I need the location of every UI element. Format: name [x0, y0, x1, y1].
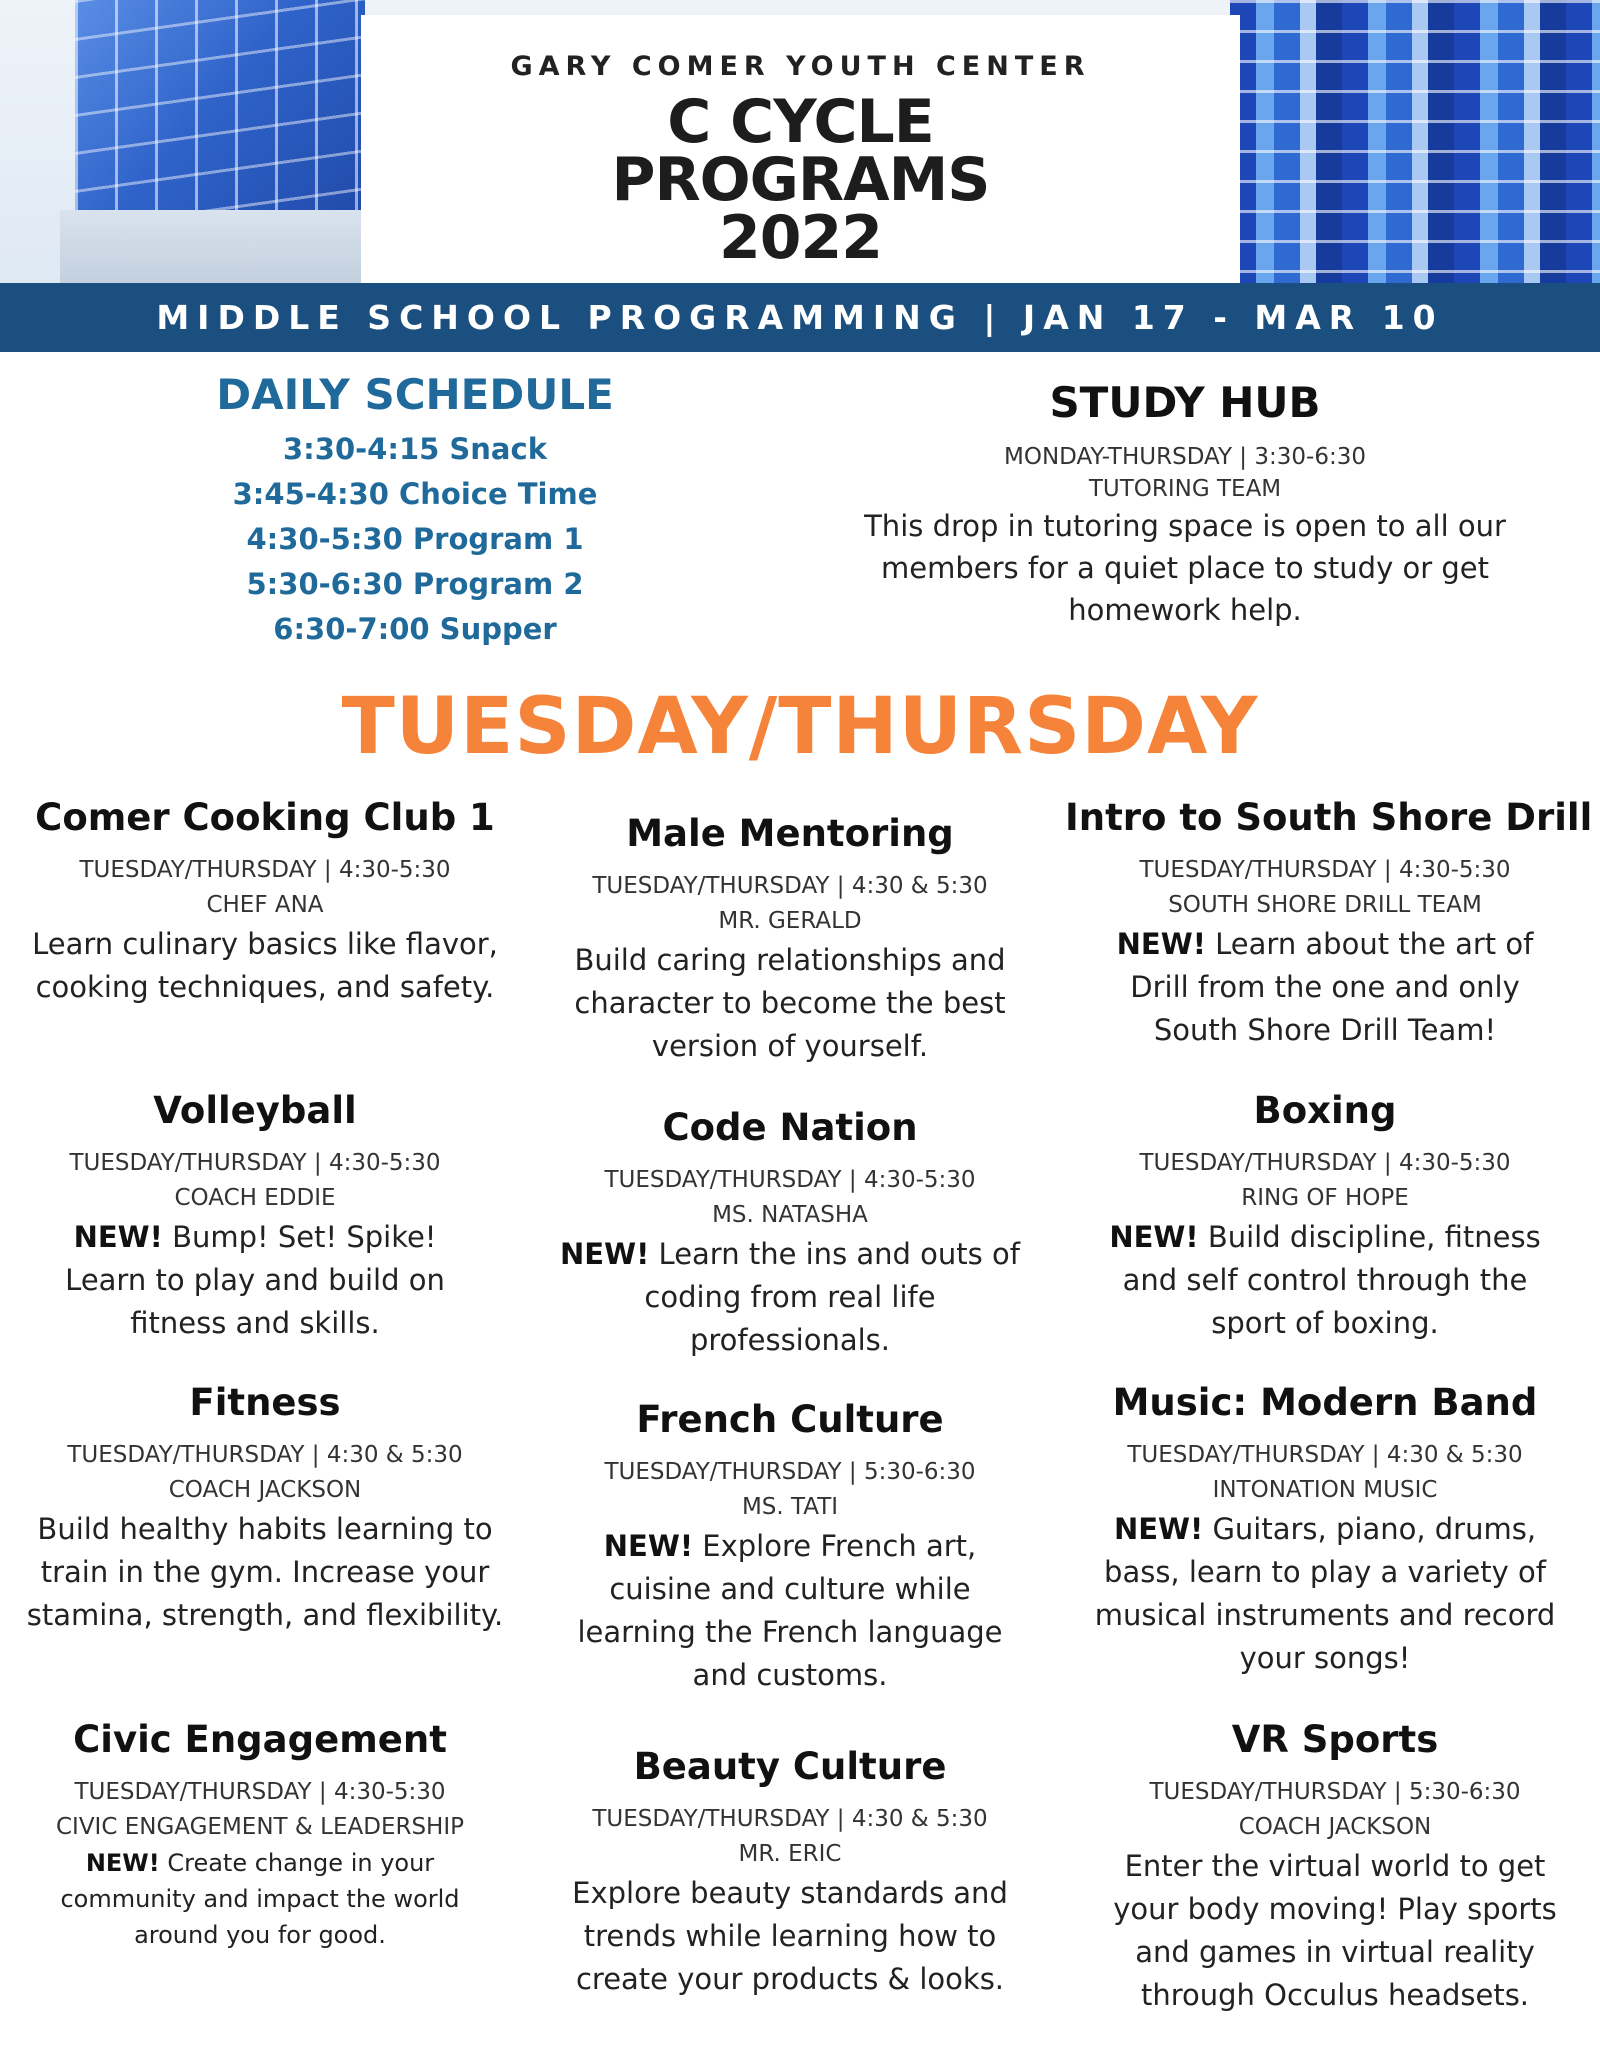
title-box — [361, 15, 1240, 283]
title-line-2: PROGRAMS — [611, 145, 990, 215]
new-badge: NEW! — [1116, 927, 1206, 961]
program-schedule: TUESDAY/THURSDAY | 4:30-5:30 — [74, 1779, 446, 1805]
program-description — [1085, 1508, 1565, 1680]
program-leader: RING OF HOPE — [1241, 1185, 1409, 1211]
building-photo-right — [1230, 0, 1600, 284]
program-description — [1095, 1845, 1575, 2017]
program-title: Civic Engagement — [73, 1718, 447, 1761]
study-hub-leader: TUTORING TEAM — [1088, 476, 1282, 502]
program-title: Fitness — [189, 1381, 341, 1424]
program-description-text: Guitars, piano, drums, bass, learn to play a variety of musical instruments and record your songs! — [1094, 1512, 1556, 1675]
program-card — [550, 1398, 1030, 1697]
program-schedule: TUESDAY/THURSDAY | 4:30-5:30 — [1139, 1150, 1511, 1176]
program-description — [550, 1872, 1030, 2001]
program-card — [550, 1745, 1030, 2001]
program-schedule: TUESDAY/THURSDAY | 4:30 & 5:30 — [1127, 1442, 1523, 1468]
program-schedule: TUESDAY/THURSDAY | 4:30 & 5:30 — [592, 1806, 988, 1832]
program-card — [550, 1106, 1030, 1362]
study-hub — [820, 378, 1550, 631]
program-title: French Culture — [636, 1398, 944, 1441]
program-description — [1065, 923, 1585, 1052]
program-leader: COACH JACKSON — [1238, 1814, 1432, 1840]
program-schedule: TUESDAY/THURSDAY | 5:30-6:30 — [1149, 1779, 1521, 1805]
program-card — [25, 796, 505, 1009]
program-description — [550, 1525, 1030, 1697]
program-schedule: TUESDAY/THURSDAY | 4:30-5:30 — [79, 857, 451, 883]
program-description — [550, 1233, 1030, 1362]
program-card — [25, 1381, 505, 1637]
daily-schedule-title: DAILY SCHEDULE — [216, 370, 614, 419]
org-name: GARY COMER YOUTH CENTER — [510, 51, 1091, 82]
schedule-item: 4:30-5:30 Program 1 — [246, 522, 584, 556]
program-schedule: TUESDAY/THURSDAY | 4:30-5:30 — [69, 1150, 441, 1176]
building-photo-base — [60, 210, 380, 284]
program-description — [25, 923, 505, 1009]
program-leader: COACH JACKSON — [168, 1477, 362, 1503]
program-leader: CIVIC ENGAGEMENT & LEADERSHIP — [55, 1814, 464, 1840]
program-card — [25, 1089, 485, 1345]
program-title: Boxing — [1253, 1089, 1397, 1132]
title-line-3: 2022 — [719, 203, 882, 273]
program-title: Intro to South Shore Drill — [1065, 796, 1593, 839]
program-leader: MR. ERIC — [738, 1841, 842, 1867]
new-badge: NEW! — [1113, 1512, 1204, 1546]
program-schedule: TUESDAY/THURSDAY | 4:30-5:30 — [604, 1167, 976, 1193]
study-hub-title: STUDY HUB — [1049, 378, 1321, 427]
program-card — [1085, 1381, 1565, 1680]
new-badge: NEW! — [1109, 1220, 1199, 1254]
study-hub-schedule: MONDAY-THURSDAY | 3:30-6:30 — [1004, 444, 1366, 470]
schedule-item: 5:30-6:30 Program 2 — [246, 567, 584, 601]
program-description — [25, 1216, 485, 1345]
program-leader: SOUTH SHORE DRILL TEAM — [1168, 892, 1482, 918]
new-badge: NEW! — [560, 1237, 650, 1271]
program-title: Volleyball — [153, 1089, 357, 1132]
program-schedule: TUESDAY/THURSDAY | 4:30-5:30 — [1139, 857, 1511, 883]
program-card — [1095, 1718, 1575, 2017]
program-description — [25, 1508, 505, 1637]
program-description-text: Enter the virtual world to get your body moving! Play sports and games in virtual reality through Occulus headsets. — [1113, 1849, 1557, 2012]
program-title: Male Mentoring — [626, 812, 954, 855]
programming-band: MIDDLE SCHOOL PROGRAMMING | JAN 17 - MAR 10 — [0, 283, 1600, 352]
main-title — [361, 87, 1240, 273]
new-badge: NEW! — [73, 1220, 163, 1254]
program-description-text: Bump! Set! Spike! Learn to play and build on fitness and skills. — [65, 1220, 445, 1340]
program-schedule: TUESDAY/THURSDAY | 4:30 & 5:30 — [592, 873, 988, 899]
program-card — [1065, 796, 1593, 1052]
program-leader: COACH EDDIE — [174, 1185, 336, 1211]
new-badge: NEW! — [603, 1529, 694, 1563]
header-banner — [0, 0, 1600, 284]
program-leader: INTONATION MUSIC — [1212, 1477, 1438, 1503]
program-description-text: Build healthy habits learning to train in the gym. Increase your stamina, strength, and flexibility. — [26, 1512, 504, 1632]
schedule-item: 3:30-4:15 Snack — [283, 432, 547, 466]
section-heading: TUESDAY/THURSDAY — [341, 682, 1259, 772]
program-title: VR Sports — [1231, 1718, 1439, 1761]
schedule-item: 3:45-4:30 Choice Time — [232, 477, 598, 511]
program-description-text: Learn about the art of Drill from the one and only South Shore Drill Team! — [1130, 927, 1534, 1047]
program-title: Code Nation — [662, 1106, 918, 1149]
title-line-1: C CYCLE — [667, 87, 934, 157]
program-leader: CHEF ANA — [206, 892, 324, 918]
program-title: Comer Cooking Club 1 — [35, 796, 495, 839]
program-card — [15, 1718, 505, 1953]
program-leader: MR. GERALD — [718, 908, 862, 934]
program-description-text: Create change in your community and impact the world around you for good. — [60, 1849, 460, 1949]
program-description-text: Explore French art, cuisine and culture while learning the French language and customs. — [577, 1529, 1003, 1692]
schedule-item: 6:30-7:00 Supper — [273, 612, 557, 646]
program-description-text: Build discipline, fitness and self control through the sport of boxing. — [1122, 1220, 1541, 1340]
program-leader: MS. NATASHA — [712, 1202, 868, 1228]
program-card — [550, 812, 1030, 1068]
program-description-text: Learn the ins and outs of coding from real life professionals. — [644, 1237, 1020, 1357]
program-description-text: Learn culinary basics like flavor, cooking techniques, and safety. — [32, 927, 498, 1004]
program-title: Music: Modern Band — [1112, 1381, 1538, 1424]
program-description — [1085, 1216, 1565, 1345]
daily-schedule — [170, 370, 660, 652]
program-title: Beauty Culture — [633, 1745, 947, 1788]
program-description-text: Explore beauty standards and trends while learning how to create your products & looks. — [572, 1876, 1008, 1996]
program-description — [15, 1845, 505, 1953]
study-hub-description: This drop in tutoring space is open to all our members for a quiet place to study or get homework help. — [864, 509, 1506, 627]
program-description-text: Build caring relationships and character to become the best version of yourself. — [574, 943, 1006, 1063]
program-schedule: TUESDAY/THURSDAY | 5:30-6:30 — [604, 1459, 976, 1485]
program-leader: MS. TATI — [741, 1494, 839, 1520]
program-schedule: TUESDAY/THURSDAY | 4:30 & 5:30 — [67, 1442, 463, 1468]
new-badge: NEW! — [85, 1849, 160, 1877]
program-card — [1085, 1089, 1565, 1345]
program-description — [550, 939, 1030, 1068]
